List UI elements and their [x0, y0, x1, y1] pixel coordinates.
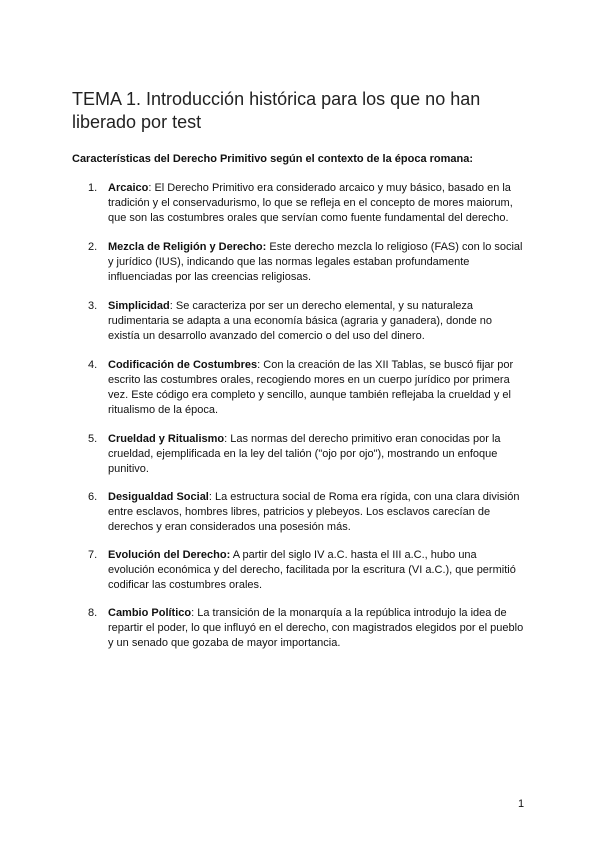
page-number: 1	[518, 798, 525, 810]
list-item-term: Desigualdad Social	[108, 491, 209, 503]
list-item-body	[108, 432, 524, 477]
list-item-term: Arcaico	[108, 182, 149, 194]
list-item-number: 4.	[88, 359, 98, 371]
list-item-text: : Se caracteriza por ser un derecho elemental, y su naturaleza rudimentaria se adapta a una economía básica (agraria y ganadera), donde no existía un desarrollo avanzado del comercio o del uso del dinero.	[108, 300, 493, 342]
list-item-number: 3.	[88, 300, 98, 312]
list-item-body	[108, 548, 524, 593]
list-item-text: : Las normas del derecho primitivo eran conocidas por la crueldad, ejemplificada en la ley del talión ("ojo por ojo"), mostrando un enfoque punitivo.	[108, 433, 501, 475]
list-item-text: : Con la creación de las XII Tablas, se buscó fijar por escrito las costumbres orales, recogiendo mores en un cuerpo jurídico por primera vez. Este código era completo y sencillo, aunque también reflejaba la crueldad y el ritualismo de la época.	[108, 359, 514, 416]
list-item-number: 1.	[88, 182, 98, 194]
list-item-term: Cambio Político	[108, 607, 192, 619]
list-item-text: Este derecho mezcla lo religioso (FAS) con lo social y jurídico (IUS), indicando que las normas legales estaban profundamente influenciadas por las creencias religiosas.	[108, 241, 523, 283]
list-item-body	[108, 181, 524, 226]
list-item-body	[108, 299, 524, 344]
list-item-body	[108, 606, 524, 651]
list-item-text: : El Derecho Primitivo era considerado arcaico y muy básico, basado en la tradición y el conservadurismo, lo que se refleja en el concepto de mores maiorum, que son las costumbres orales que servían como fuente fundamental del derecho.	[108, 182, 513, 224]
list-item-text: : La estructura social de Roma era rígida, con una clara división entre esclavos, hombres libres, patricios y plebeyos. Los esclavos carecían de derechos y eran considerados una posesión más.	[108, 491, 520, 533]
document-title: TEMA 1. Introducción histórica para los que no han liberado por test	[72, 89, 481, 132]
list-item-body	[108, 358, 524, 418]
list-item-text: A partir del siglo IV a.C. hasta el III a.C., hubo una evolución económica y del derecho, facilitada por la escritura (VI a.C.), que permitió codificar las costumbres orales.	[108, 549, 516, 591]
section-subtitle: Características del Derecho Primitivo según el contexto de la época romana:	[72, 153, 474, 165]
list-item-number: 6.	[88, 491, 98, 503]
list-item-number: 5.	[88, 433, 98, 445]
list-item-number: 7.	[88, 549, 98, 561]
list-item-term: Crueldad y Ritualismo	[108, 433, 225, 445]
list-item-body	[108, 240, 524, 285]
list-item-term: Simplicidad	[108, 300, 170, 312]
list-item-number: 2.	[88, 241, 98, 253]
list-item-term: Mezcla de Religión y Derecho:	[108, 241, 267, 253]
list-item-text: : La transición de la monarquía a la república introdujo la idea de repartir el poder, lo que influyó en el derecho, con magistrados elegidos por el pueblo y un senado que gozaba de mayor importancia.	[108, 607, 524, 649]
list-item-term: Codificación de Costumbres	[108, 359, 258, 371]
list-item-term: Evolución del Derecho:	[108, 549, 231, 561]
list-item-body	[108, 490, 524, 535]
list-item-number: 8.	[88, 607, 98, 619]
